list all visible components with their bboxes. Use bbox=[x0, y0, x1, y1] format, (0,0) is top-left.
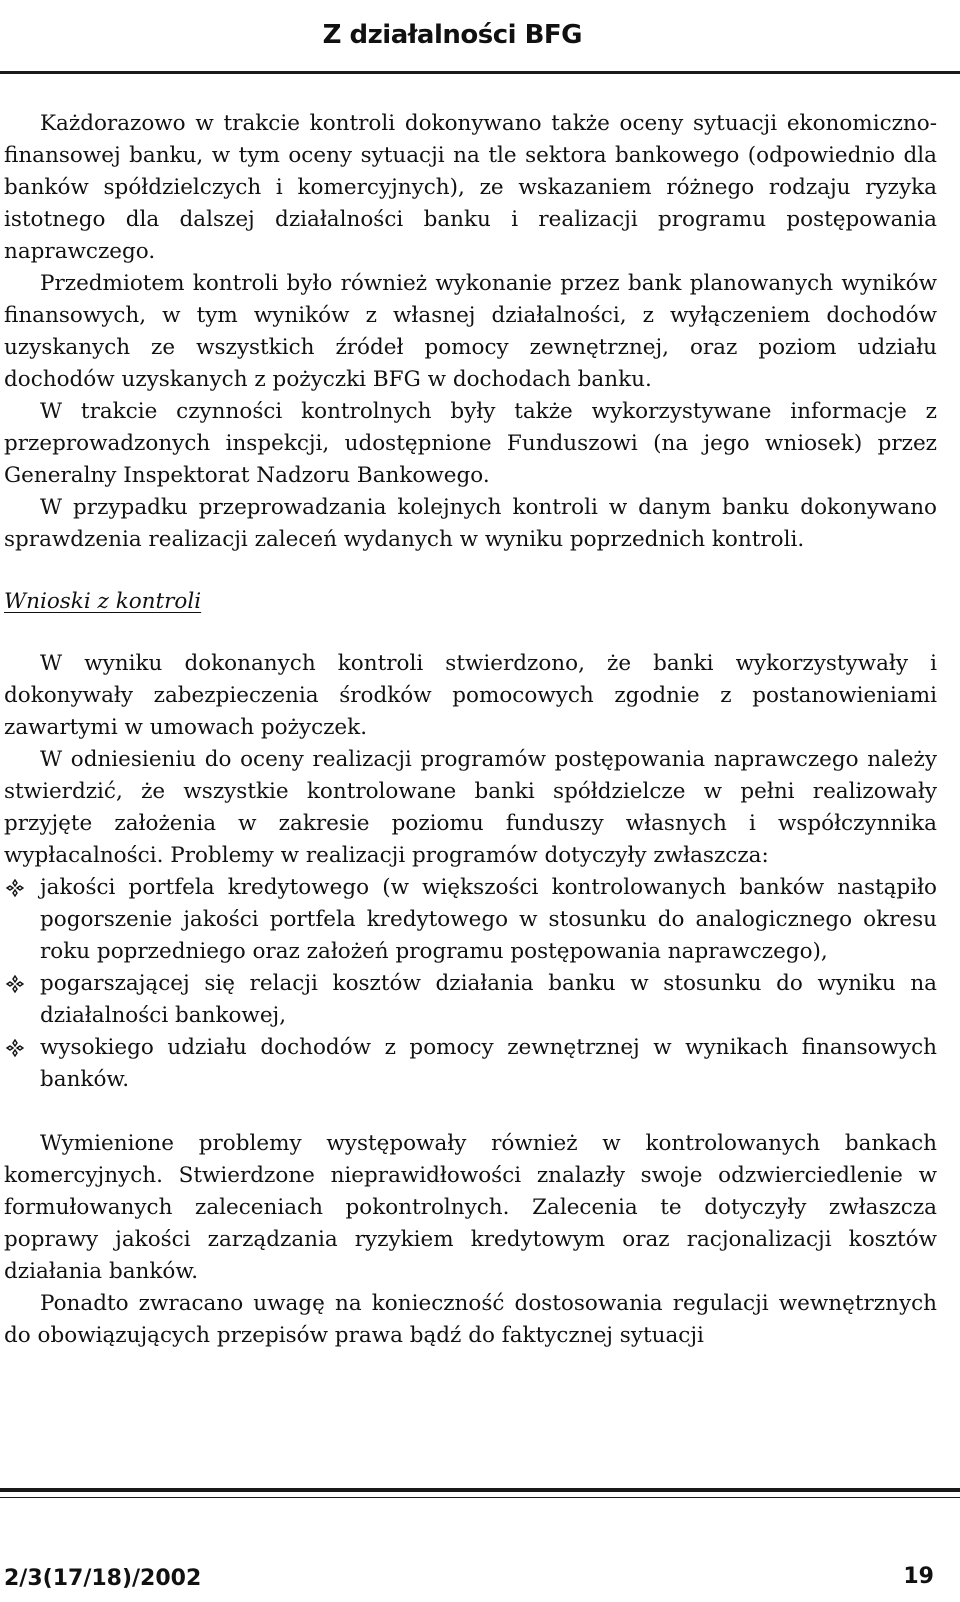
paragraph: W trakcie czynności kontrolnych były także wykorzystywane informacje z przeprowadzonych inspekcji, udostępnione Funduszowi (na jego wniosek) przez Generalny Inspektorat Nadzoru Bankowego. bbox=[4, 399, 937, 488]
page-number: 19 bbox=[903, 1564, 934, 1589]
running-header-title: Z działalności BFG bbox=[322, 20, 582, 50]
paragraph: Przedmiotem kontroli było również wykonanie przez bank planowanych wyników finansowych, w tym wyników z własnej działalności, z wyłączeniem dochodów uzyskanych ze wszystkich źródeł pomocy zewnętrznej, oraz poziom udziału dochodów uzyskanych z pożyczki BFG w dochodach banku. bbox=[4, 271, 937, 392]
paragraph: Ponadto zwracano uwagę na konieczność dostosowania regulacji wewnętrznych do obowiązujących przepisów prawa bądź do faktycznej sytuacji bbox=[4, 1291, 937, 1348]
list-item bbox=[4, 1032, 937, 1096]
page-header bbox=[0, 0, 960, 80]
diamond-dots-icon bbox=[6, 1039, 24, 1057]
list-item-text: wysokiego udziału dochodów z pomocy zewnętrznej w wynikach finansowych banków. bbox=[40, 1035, 937, 1092]
section-heading: Wnioski z kontroli bbox=[4, 589, 202, 614]
header-rule bbox=[0, 71, 960, 74]
diamond-dots-icon bbox=[6, 879, 24, 897]
paragraph: W przypadku przeprowadzania kolejnych kontroli w danym banku dokonywano sprawdzenia realizacji zaleceń wydanych w wyniku poprzednich kontroli. bbox=[4, 495, 937, 552]
spacer bbox=[4, 1096, 937, 1128]
list-item-text: pogarszającej się relacji kosztów działania banku w stosunku do wyniku na działalności bankowej, bbox=[40, 971, 937, 1028]
paragraph: Wymienione problemy występowały również w kontrolowanych bankach komercyjnych. Stwierdzone nieprawidłowości znalazły swoje odzwierciedlenie w formułowanych zaleceniach pokontrolnych. Zalecenia te dotyczyły zwłaszcza poprawy jakości zarządzania ryzykiem kredytowym oraz racjonalizacji kosztów działania banków. bbox=[4, 1131, 937, 1284]
bullet-list bbox=[4, 872, 937, 1096]
list-item-text: jakości portfela kredytowego (w większości kontrolowanych banków nastąpiło pogorszenie jakości portfela kredytowego w stosunku do analogicznego okresu roku poprzedniego oraz założeń programu postępowania naprawczego), bbox=[40, 875, 937, 964]
footer-rule-thick bbox=[0, 1488, 960, 1492]
paragraph: W wyniku dokonanych kontroli stwierdzono, że banki wykorzystywały i dokonywały zabezpieczenia środków pomocowych zgodnie z postanowieniami zawartymi w umowach pożyczek. bbox=[4, 651, 937, 740]
list-item bbox=[4, 968, 937, 1032]
list-item bbox=[4, 872, 937, 968]
footer-rule-thin bbox=[0, 1497, 960, 1498]
paragraph: Każdorazowo w trakcie kontroli dokonywano także oceny sytuacji ekonomiczno-finansowej banku, w tym oceny sytuacji na tle sektora bankowego (odpowiednio dla banków spółdzielczych i komercyjnych), ze wskazaniem różnego rodzaju ryzyka istotnego dla dalszej działalności banku i realizacji programu postępowania naprawczego. bbox=[4, 111, 937, 264]
paragraph: W odniesieniu do oceny realizacji programów postępowania naprawczego należy stwierdzić, że wszystkie kontrolowane banki spółdzielcze w pełni realizowały przyjęte założenia w zakresie poziomu funduszy własnych i współczynnika wypłacalności. Problemy w realizacji programów dotyczyły zwłaszcza: bbox=[4, 747, 937, 868]
issue-number: 2/3(17/18)/2002 bbox=[4, 1566, 202, 1591]
diamond-dots-icon bbox=[6, 975, 24, 993]
body-text bbox=[4, 108, 937, 1352]
